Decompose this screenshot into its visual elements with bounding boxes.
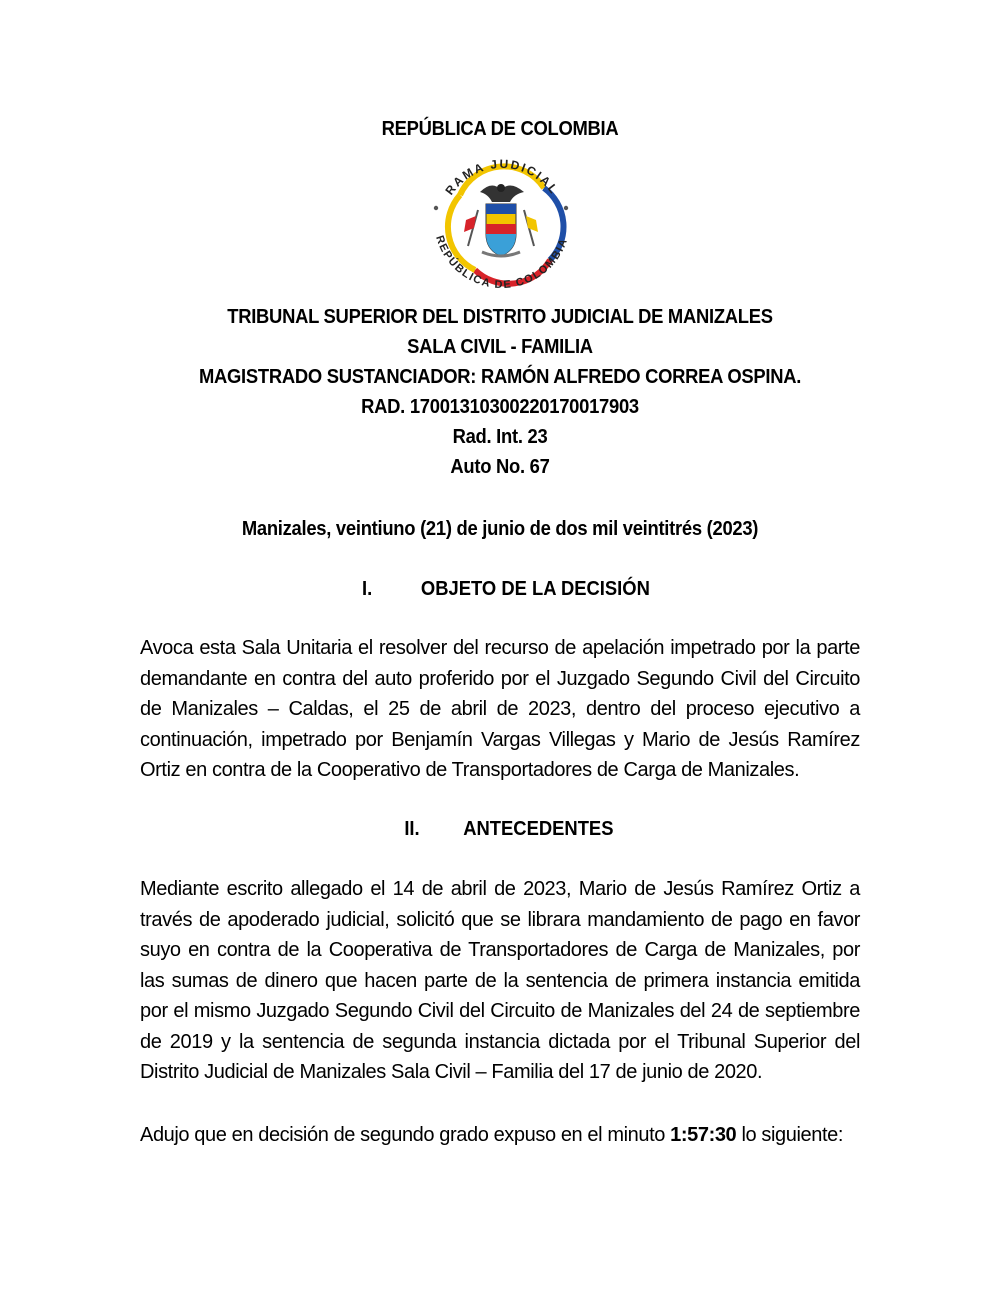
antecedentes-paragraph: Mediante escrito allegado el 14 de abril de 2023, Mario de Jesús Ramírez Ortiz a través de apoderado judicial, solicitó que se librara mandamiento de pago en favor suyo en contra de la Cooperativa de Transportadores de Carga de Manizales, por las sumas de dinero que hacen parte de la sentencia de primera instancia emitida por el mismo Juzgado Segundo Civil del Circuito de Manizales del 24 de septiembre de 2019 y la sentencia de segunda instancia dictada por el Tribunal Superior del Distrito Judicial de Manizales Sala Civil – Familia del 17 de junio de 2020. <box>140 878 860 1083</box>
internal-radicado: Rad. Int. 23 <box>452 426 548 448</box>
objeto-paragraph: Avoca esta Sala Unitaria el resolver del recurso de apelación impetrado por la parte demandante en contra del auto proferido por el Juzgado Segundo Civil del Circuito de Manizales – Caldas, el 25 de abril de 2023, dentro del proceso ejecutivo a continuación, impetrado por Benjamín Vargas Villegas y Mario de Jesús Ramírez Ortiz en contra de la Cooperativo de Transportadores de Carga de Manizales. <box>140 637 860 781</box>
section-title: OBJETO DE LA DECISIÓN <box>420 578 650 600</box>
minute-timestamp: 1:57:30 <box>670 1124 737 1146</box>
seal-top-text: RAMA JUDICIAL <box>442 156 562 198</box>
rama-judicial-seal <box>420 150 582 300</box>
seal-bottom-text: REPÚBLICA DE COLOMBIA <box>433 234 571 292</box>
auto-number: Auto No. 67 <box>450 456 550 478</box>
magistrate-line: MAGISTRADO SUSTANCIADOR: RAMÓN ALFREDO CORREA OSPINA. <box>198 366 802 388</box>
court-name: TRIBUNAL SUPERIOR DEL DISTRITO JUDICIAL DE MANIZALES <box>227 306 773 328</box>
country-heading: REPÚBLICA DE COLOMBIA <box>381 118 619 140</box>
section-number: II. <box>404 818 420 840</box>
date-line: Manizales, veintiuno (21) de junio de dos mil veintitrés (2023) <box>241 518 759 540</box>
adujo-paragraph <box>140 1120 860 1151</box>
adujo-text-end: lo siguiente: <box>736 1124 843 1146</box>
seal-emblem-icon <box>420 150 582 300</box>
radicado-number: RAD. 17001310300220170017903 <box>361 396 639 418</box>
adujo-text-start: Adujo que en decisión de segundo grado expuso en el minuto <box>140 1124 671 1146</box>
section-number: I. <box>362 578 373 600</box>
chamber-name: SALA CIVIL - FAMILIA <box>407 336 593 358</box>
section-title: ANTECEDENTES <box>463 818 614 840</box>
